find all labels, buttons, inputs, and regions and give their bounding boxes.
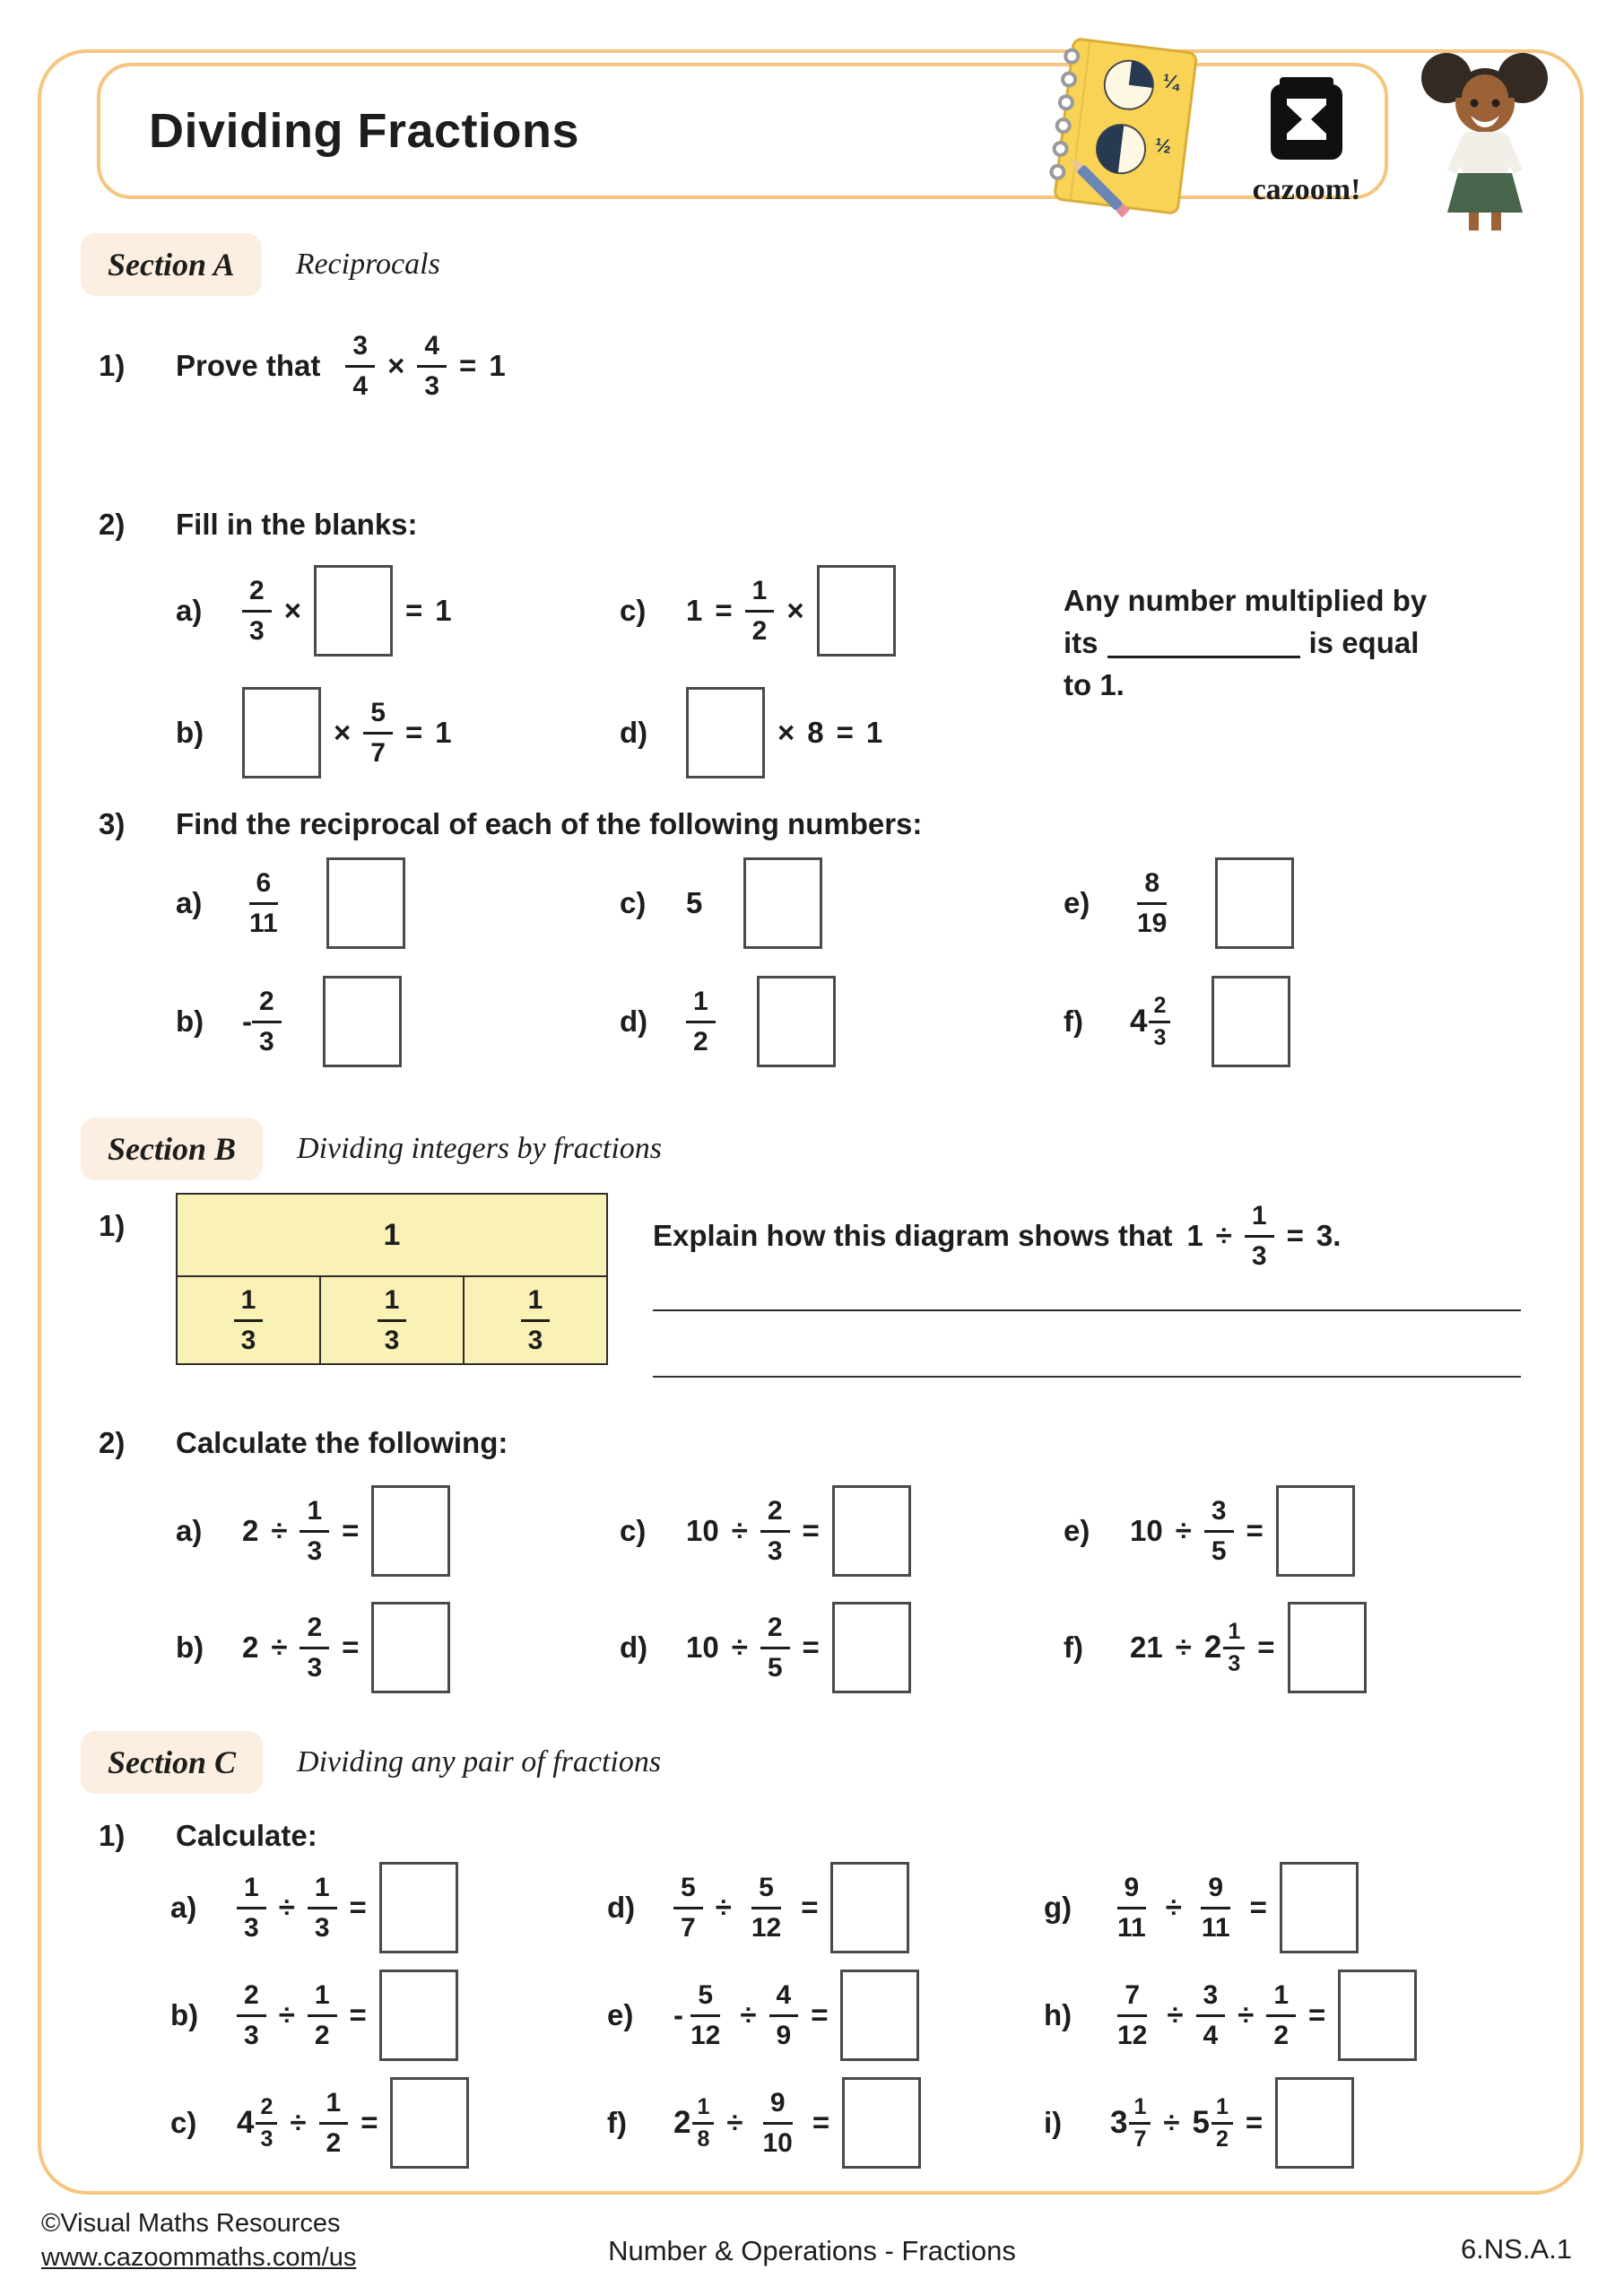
problem-item bbox=[1044, 1862, 1359, 1953]
problem-label: b) bbox=[176, 1631, 204, 1664]
c1-row1 bbox=[170, 1855, 1481, 1961]
operator: × bbox=[777, 716, 795, 749]
math-expression bbox=[686, 976, 836, 1067]
a2-row2 bbox=[176, 680, 1064, 786]
fraction: $\frac{1}{3}$ bbox=[237, 1873, 266, 1944]
section-a-subtitle: Reciprocals bbox=[295, 248, 440, 281]
operator: = bbox=[802, 1514, 820, 1547]
problem-item bbox=[607, 2077, 921, 2169]
fraction: $\frac{1}{7}$ bbox=[1129, 2095, 1151, 2152]
fraction: $\frac{9}{11}$ bbox=[1117, 1872, 1146, 1943]
fraction: $\frac{2}{3}$ bbox=[256, 2095, 277, 2152]
fraction: $\frac{8}{19}$ bbox=[1137, 867, 1168, 938]
answer-box[interactable] bbox=[743, 857, 822, 949]
operator: = bbox=[342, 1514, 360, 1547]
fraction: $\frac{7}{12}$ bbox=[1117, 1979, 1148, 2050]
math-expression bbox=[242, 565, 452, 657]
problem-item bbox=[176, 565, 452, 657]
question-number: 3) bbox=[99, 807, 126, 840]
problem-item bbox=[176, 976, 402, 1067]
problem-item bbox=[176, 1485, 450, 1577]
section-c-heading bbox=[81, 1731, 661, 1794]
section-a-label: Section A bbox=[81, 233, 262, 296]
answer-box[interactable] bbox=[242, 687, 321, 778]
operator: ÷ bbox=[740, 1998, 757, 2031]
math-expression bbox=[686, 565, 896, 657]
hourglass-icon bbox=[1265, 77, 1348, 167]
answer-box[interactable] bbox=[1276, 1485, 1355, 1577]
fraction: $\frac{1}{2}$ bbox=[319, 2088, 349, 2159]
mixed-number: 2 $\frac{1}{8}$ bbox=[673, 2095, 714, 2152]
copyright-text: ©Visual Maths Resources bbox=[41, 2209, 341, 2238]
problem-label: b) bbox=[170, 1998, 199, 2031]
math-expression bbox=[1110, 1970, 1417, 2061]
problem-item bbox=[176, 1602, 450, 1693]
operator: = bbox=[1249, 1891, 1267, 1924]
c1-row2 bbox=[170, 1962, 1481, 2068]
explain-prompt bbox=[653, 1193, 1341, 1279]
operator: = bbox=[1308, 1998, 1326, 2031]
problem-item bbox=[620, 857, 822, 949]
fraction: $\frac{9}{10}$ bbox=[762, 2087, 793, 2158]
a3-row1 bbox=[176, 850, 1507, 956]
problem-label: d) bbox=[620, 1631, 648, 1664]
note-line2-pre: its bbox=[1064, 626, 1099, 659]
operator: = bbox=[404, 594, 423, 627]
operator: = bbox=[404, 716, 423, 749]
answer-box[interactable] bbox=[1288, 1602, 1367, 1693]
operator: ÷ bbox=[1175, 1514, 1192, 1547]
problem-item bbox=[176, 687, 452, 778]
math-expression bbox=[242, 1485, 450, 1577]
operator: ÷ bbox=[290, 2106, 307, 2139]
worksheet-title: Dividing Fractions bbox=[149, 104, 580, 158]
math-expression bbox=[686, 857, 822, 949]
math-expression bbox=[673, 2077, 921, 2169]
math-expression bbox=[1130, 976, 1290, 1067]
operator: ÷ bbox=[271, 1631, 288, 1664]
fraction: $\frac{5}{7}$ bbox=[673, 1873, 703, 1944]
a2-row1 bbox=[176, 558, 1064, 664]
problem-label: e) bbox=[1064, 886, 1090, 919]
problem-item bbox=[620, 565, 896, 657]
operator: = bbox=[349, 1891, 367, 1924]
math-expression bbox=[237, 1970, 458, 2061]
problem-label: b) bbox=[176, 716, 204, 749]
footer-domain-label: Number & Operations - Fractions bbox=[608, 2235, 1016, 2266]
problem-label: i) bbox=[1044, 2106, 1063, 2139]
question-b1-number bbox=[99, 1209, 176, 1243]
mixed-number: 2 $\frac{1}{3}$ bbox=[1204, 1620, 1245, 1676]
section-b-subtitle: Dividing integers by fractions bbox=[297, 1132, 663, 1165]
answer-box[interactable] bbox=[832, 1602, 911, 1693]
problem-item bbox=[170, 1970, 458, 2061]
c1-row3 bbox=[170, 2070, 1481, 2176]
problem-item bbox=[620, 976, 836, 1067]
note-line1: Any number multiplied by bbox=[1064, 584, 1428, 617]
operator: = bbox=[811, 1998, 829, 2031]
question-a2-header bbox=[99, 508, 418, 542]
fraction: $\frac{1}{2}$ bbox=[686, 987, 716, 1057]
number: 3. bbox=[1316, 1219, 1342, 1252]
answer-box[interactable] bbox=[842, 2077, 921, 2169]
fraction: $\frac{1}{3}$ bbox=[1245, 1201, 1274, 1272]
fraction: $\frac{1}{3}$ bbox=[234, 1285, 264, 1356]
student-illustration bbox=[1406, 40, 1563, 238]
number: 10 bbox=[686, 1514, 719, 1547]
section-c-label: Section C bbox=[81, 1731, 263, 1794]
operator: = bbox=[1257, 1631, 1275, 1664]
answer-box[interactable] bbox=[314, 565, 393, 657]
operator: ÷ bbox=[278, 1998, 295, 2031]
problem-label: c) bbox=[170, 2106, 197, 2139]
operator: = bbox=[342, 1631, 360, 1664]
website-link[interactable]: www.cazoommaths.com/us bbox=[41, 2243, 357, 2272]
fraction: $\frac{1}{3}$ bbox=[378, 1285, 407, 1356]
answer-box[interactable] bbox=[371, 1485, 450, 1577]
operator: = bbox=[1245, 2106, 1264, 2139]
fraction: $\frac{5}{12}$ bbox=[690, 1979, 721, 2050]
operator: = bbox=[836, 716, 854, 749]
mixed-number: 3 $\frac{1}{7}$ bbox=[1110, 2095, 1151, 2152]
logo-text: cazoom! bbox=[1252, 173, 1361, 206]
math-expression bbox=[1130, 1485, 1355, 1577]
number: 21 bbox=[1130, 1631, 1163, 1664]
fraction: $\frac{1}{2}$ bbox=[1266, 1980, 1296, 2051]
question-a3-header bbox=[99, 807, 922, 841]
number: 1 bbox=[686, 594, 703, 627]
problem-label: c) bbox=[620, 594, 647, 627]
problem-item bbox=[620, 1485, 911, 1577]
math-expression bbox=[242, 976, 402, 1067]
math-expression bbox=[1110, 2077, 1354, 2169]
fraction: $\frac{4}{9}$ bbox=[769, 1980, 799, 2051]
problem-item bbox=[1064, 857, 1294, 949]
note-line2-post: is equal bbox=[1308, 626, 1420, 659]
operator: ÷ bbox=[1238, 1998, 1255, 2031]
problem-item bbox=[1064, 1485, 1355, 1577]
number: 5 bbox=[686, 886, 703, 919]
problem-label: a) bbox=[170, 1891, 197, 1924]
operator: ÷ bbox=[1215, 1219, 1232, 1252]
fraction: $\frac{1}{8}$ bbox=[692, 2095, 714, 2152]
problem-label: a) bbox=[176, 1514, 203, 1547]
problem-item bbox=[1064, 1602, 1367, 1693]
question-number: 2) bbox=[99, 508, 126, 541]
operator: × bbox=[387, 349, 405, 382]
operator: = bbox=[360, 2106, 378, 2139]
answer-box[interactable] bbox=[390, 2077, 469, 2169]
number: 8 bbox=[807, 716, 824, 749]
fraction: $\frac{1}{2}$ bbox=[308, 1980, 337, 2051]
number: 1 bbox=[865, 716, 883, 749]
whole-bar: 1 bbox=[176, 1193, 608, 1277]
third-cell bbox=[176, 1277, 321, 1365]
problem-label: d) bbox=[620, 716, 648, 749]
operator: ÷ bbox=[271, 1514, 288, 1547]
answer-box[interactable] bbox=[840, 1970, 919, 2061]
operator: ÷ bbox=[1163, 2106, 1180, 2139]
number: 1 bbox=[1186, 1219, 1203, 1252]
fraction: $\frac{3}{4}$ bbox=[345, 331, 375, 402]
number: 1 bbox=[435, 716, 452, 749]
operator: × bbox=[334, 716, 352, 749]
operator: ÷ bbox=[1167, 1998, 1184, 2031]
fraction: $\frac{2}{3}$ bbox=[1149, 994, 1170, 1050]
fraction: $\frac{1}{3}$ bbox=[308, 1873, 337, 1944]
fraction: $\frac{1}{2}$ bbox=[745, 576, 775, 647]
math-expression bbox=[1186, 1201, 1341, 1272]
answer-box[interactable] bbox=[817, 565, 896, 657]
number: - bbox=[673, 1998, 683, 2031]
problem-item bbox=[1044, 1970, 1417, 2061]
fraction: $\frac{9}{11}$ bbox=[1201, 1872, 1230, 1943]
problem-label: c) bbox=[620, 1514, 647, 1547]
problem-label: a) bbox=[176, 594, 203, 627]
mixed-number: 4 $\frac{2}{3}$ bbox=[1130, 994, 1170, 1050]
answer-box[interactable] bbox=[1215, 857, 1294, 949]
answer-box[interactable] bbox=[379, 1862, 458, 1953]
third-cell bbox=[465, 1277, 608, 1365]
mixed-number: 4 $\frac{2}{3}$ bbox=[237, 2095, 277, 2152]
fraction: $\frac{1}{3}$ bbox=[1223, 1620, 1245, 1676]
math-expression bbox=[1110, 1862, 1359, 1953]
fraction: $\frac{5}{12}$ bbox=[751, 1872, 782, 1943]
math-expression bbox=[237, 2077, 469, 2169]
problem-label: d) bbox=[607, 1891, 636, 1924]
math-expression bbox=[673, 1970, 919, 2061]
number: 2 bbox=[242, 1631, 259, 1664]
problem-item bbox=[607, 1862, 909, 1953]
answer-box[interactable] bbox=[326, 857, 405, 949]
question-number: 2) bbox=[99, 1426, 126, 1459]
number: 10 bbox=[1130, 1514, 1163, 1547]
third-cell bbox=[321, 1277, 465, 1365]
problem-item bbox=[170, 1862, 458, 1953]
cazoom-logo bbox=[1230, 77, 1383, 207]
answer-box[interactable] bbox=[830, 1862, 909, 1953]
fraction: $\frac{2}{5}$ bbox=[760, 1613, 790, 1683]
problem-label: c) bbox=[620, 886, 647, 919]
b2-row2 bbox=[176, 1595, 1507, 1700]
explanation-line[interactable] bbox=[653, 1309, 1521, 1311]
answer-box[interactable] bbox=[379, 1970, 458, 2061]
explain-text: Explain how this diagram shows that bbox=[653, 1219, 1173, 1252]
problem-label: f) bbox=[1064, 1631, 1083, 1664]
operator: = bbox=[459, 349, 477, 382]
problem-item bbox=[620, 1602, 911, 1693]
number: 1 bbox=[489, 349, 506, 382]
section-b-heading bbox=[81, 1118, 662, 1180]
question-prompt: Fill in the blanks: bbox=[176, 508, 418, 541]
thirds-row bbox=[176, 1277, 608, 1365]
fraction: $\frac{4}{3}$ bbox=[417, 331, 447, 402]
operator: ÷ bbox=[731, 1514, 748, 1547]
answer-box[interactable] bbox=[1275, 2077, 1354, 2169]
operator: ÷ bbox=[726, 2106, 743, 2139]
answer-box[interactable] bbox=[757, 976, 836, 1067]
problem-label: h) bbox=[1044, 1998, 1073, 2031]
problem-label: d) bbox=[620, 1004, 648, 1038]
math-expression bbox=[686, 1602, 911, 1693]
operator: ÷ bbox=[731, 1631, 748, 1664]
problem-item bbox=[1044, 2077, 1354, 2169]
fraction: $\frac{2}{3}$ bbox=[242, 576, 272, 647]
question-c1-header bbox=[99, 1819, 317, 1853]
mixed-number: 5 $\frac{1}{2}$ bbox=[1193, 2095, 1233, 2152]
note-line3: to 1. bbox=[1064, 668, 1125, 701]
math-expression bbox=[237, 1862, 458, 1953]
math-expression bbox=[686, 687, 882, 778]
operator: = bbox=[715, 594, 733, 627]
question-number: 1) bbox=[99, 1209, 126, 1242]
problem-label: a) bbox=[176, 886, 203, 919]
question-number: 1) bbox=[99, 1819, 126, 1852]
answer-box[interactable] bbox=[1211, 976, 1290, 1067]
fraction: $\frac{2}{3}$ bbox=[237, 1980, 266, 2051]
answer-box[interactable] bbox=[1338, 1970, 1417, 2061]
operator: ÷ bbox=[715, 1891, 732, 1924]
question-prompt: Calculate: bbox=[176, 1819, 317, 1852]
operator: = bbox=[802, 1631, 820, 1664]
section-a-heading bbox=[81, 233, 440, 296]
fraction: $\frac{2}{3}$ bbox=[252, 987, 282, 1057]
operator: = bbox=[1246, 1514, 1264, 1547]
problem-item bbox=[1064, 976, 1290, 1067]
answer-box[interactable] bbox=[323, 976, 402, 1067]
math-expression bbox=[242, 687, 452, 778]
problem-label: g) bbox=[1044, 1891, 1073, 1924]
number: 1 bbox=[435, 594, 452, 627]
problem-label: b) bbox=[176, 1004, 204, 1038]
problem-label: e) bbox=[607, 1998, 634, 2031]
operator: × bbox=[283, 594, 301, 627]
fraction-bar-diagram bbox=[176, 1193, 608, 1365]
math-expression bbox=[686, 1485, 911, 1577]
question-prompt: Calculate the following: bbox=[176, 1426, 508, 1459]
section-c-subtitle: Dividing any pair of fractions bbox=[297, 1745, 662, 1779]
fraction: $\frac{1}{3}$ bbox=[300, 1496, 329, 1567]
math-expression bbox=[1130, 857, 1294, 949]
quarter-label: ¼ bbox=[1161, 69, 1181, 94]
answer-box[interactable] bbox=[832, 1485, 911, 1577]
blank-line[interactable] bbox=[1107, 628, 1300, 658]
explanation-line[interactable] bbox=[653, 1376, 1521, 1378]
operator: ÷ bbox=[278, 1891, 295, 1924]
operator: = bbox=[812, 2106, 830, 2139]
problem-item bbox=[176, 857, 405, 949]
question-number: 1) bbox=[99, 349, 126, 382]
problem-label: e) bbox=[1064, 1514, 1090, 1547]
number: - bbox=[242, 1004, 252, 1038]
number: 2 bbox=[242, 1514, 259, 1547]
notepad-icon bbox=[1031, 38, 1211, 226]
problem-item bbox=[620, 687, 882, 778]
operator: ÷ bbox=[1175, 1631, 1192, 1664]
question-b2-header bbox=[99, 1426, 508, 1460]
section-b-label: Section B bbox=[81, 1118, 263, 1180]
math-expression bbox=[1130, 1602, 1367, 1693]
operator: = bbox=[349, 1998, 367, 2031]
answer-box[interactable] bbox=[1280, 1862, 1359, 1953]
operator: = bbox=[801, 1891, 819, 1924]
standard-code: 6.NS.A.1 bbox=[1460, 2233, 1572, 2265]
problem-item bbox=[170, 2077, 469, 2169]
problem-item bbox=[607, 1970, 919, 2061]
operator: ÷ bbox=[1165, 1891, 1182, 1924]
a3-row2 bbox=[176, 969, 1507, 1074]
reciprocal-note bbox=[1064, 579, 1503, 706]
problem-label: f) bbox=[1064, 1004, 1083, 1038]
number: 10 bbox=[686, 1631, 719, 1664]
fraction: $\frac{3}{5}$ bbox=[1204, 1496, 1234, 1567]
answer-box[interactable] bbox=[686, 687, 765, 778]
fraction: $\frac{2}{3}$ bbox=[300, 1613, 329, 1683]
operator: × bbox=[786, 594, 804, 627]
b2-row1 bbox=[176, 1478, 1507, 1584]
question-a1 bbox=[99, 316, 506, 416]
math-expression bbox=[242, 857, 405, 949]
math-expression bbox=[345, 331, 505, 402]
question-prompt: Find the reciprocal of each of the following numbers: bbox=[176, 807, 923, 840]
half-label: ½ bbox=[1153, 133, 1173, 158]
math-expression bbox=[673, 1862, 909, 1953]
operator: = bbox=[1286, 1219, 1304, 1252]
fraction: $\frac{2}{3}$ bbox=[760, 1496, 790, 1567]
fraction: $\frac{5}{7}$ bbox=[363, 698, 393, 769]
fraction: $\frac{6}{11}$ bbox=[249, 867, 278, 938]
fraction: $\frac{1}{2}$ bbox=[1211, 2095, 1233, 2152]
problem-label: f) bbox=[607, 2106, 627, 2139]
question-prompt: Prove that bbox=[176, 349, 321, 382]
answer-box[interactable] bbox=[371, 1602, 450, 1693]
fraction: $\frac{3}{4}$ bbox=[1196, 1980, 1226, 2051]
fraction: $\frac{1}{3}$ bbox=[521, 1285, 551, 1356]
math-expression bbox=[242, 1602, 450, 1693]
